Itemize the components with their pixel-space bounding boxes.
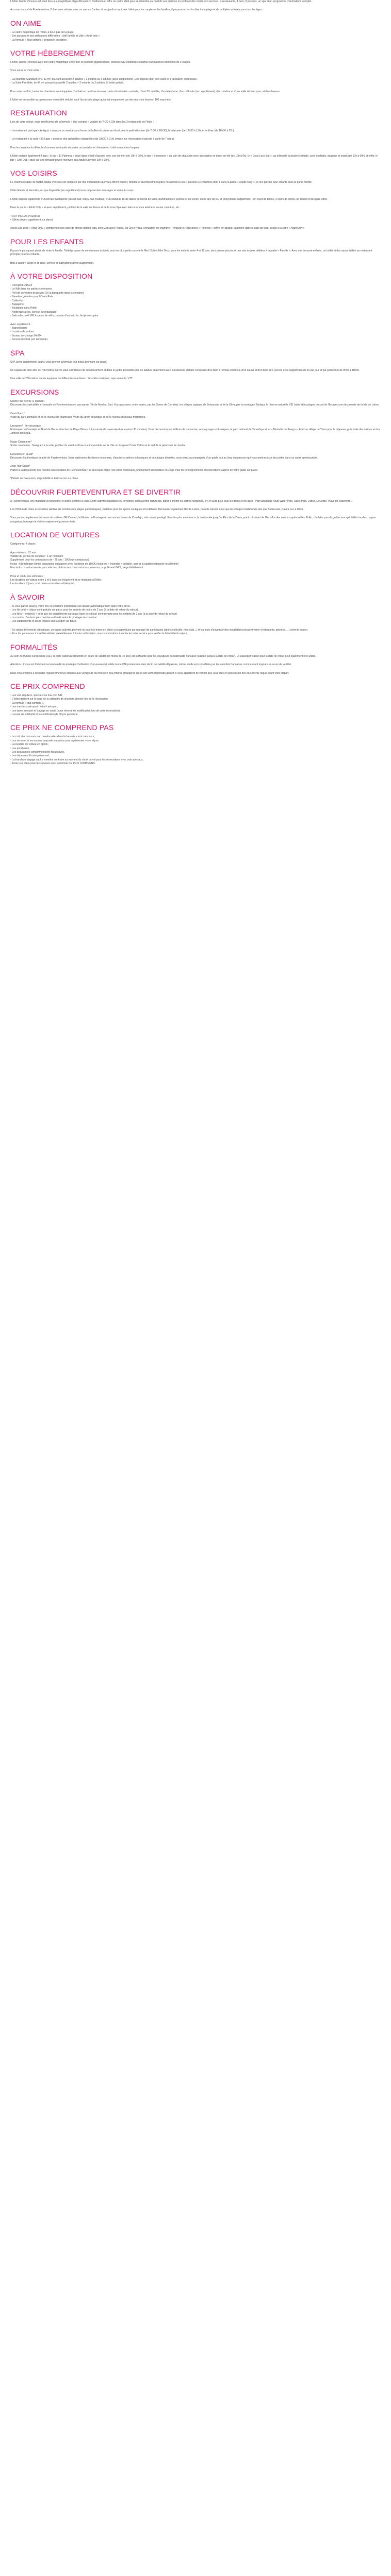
intro-paragraph: L'hôtel Jandia Princess est situé face à la magnifique plage d'Esquinzo Butihondo et offre un cadre idéal pour se détendre au bord de ses piscines en profitant des nombreux services : 4 restaurants, 4 bars, 9 piscines, un spa et un programme d'animations complet.: [10, 0, 312, 3]
section-7: [10, 387, 381, 481]
section-paragraph: Lors de votre séjour, vous bénéficierez de la formule « tout compris » valable de 7h30 à 23h dans les 3 restaurants de l'hôtel :: [10, 121, 154, 124]
section-6: [10, 348, 381, 381]
section-paragraph: À Fuerteventura, une multitude d'excursions et loisirs s'offrent à vous. Entre activités nautiques ou terrestres, découvertes culturelles, parcs à thème ou sorties nocturnes, il y en aura pour tous les goûts et les âges : Parc aquatique Acua Water Park, Oasis Park, Lobos, El Cotillo, Playa de Sotavento...: [10, 499, 353, 503]
section-paragraph: Accès à la zone « Adult Only » comprenant une salle de fitness dédiée, spa, zone Zen avec Pilates, Tai Chi et Yoga. Annulation en chambre : Pringear et « Business » Princess » coffre-fort gratuit, baignoire dans la salle de bain, accès à la zone « Adult Only »: [10, 227, 305, 230]
section-paragraph: Pour votre confort, toutes les chambres sont équipées d'un balcon ou d'une terrasse, de la climatisation centrale, d'une TV satellite, d'un téléphone, d'un coffre-fort (en supplément), d'un minibar et d'une salle de bain avec sèche-cheveux.: [10, 90, 281, 93]
section-paragraph: Grand Tour de l'île (1 journée) Découvrez les spécialités et beautés de Fuerteventura en parcourant l'île de Nord au Sud. Vous passerez, entre autres, par les Dunes de Corralejo, les villages typiques de Betancuria et de la Oliva, par la montagne Tindaya, la réserve naturelle d'El Jable et les plages du sud de l'île avec une découverte de la Isla de Lobos.: [10, 399, 380, 407]
section-13: [10, 723, 381, 766]
section-paragraph: Pour les services du dîner, les hommes sont priés de porter un pantalon et chemise ou t-shirt à manches longues.: [10, 146, 140, 149]
section-title: RESTAURATION: [10, 109, 67, 117]
section-paragraph: Prise et rendu des véhicules : Les locations de voiture entre 1 et 6 jours se récupèrent et se restituent à l'hôtel. Les locations 7 jours, sont prises et rendues à l'aéroport.: [10, 574, 102, 586]
section-title: SPA: [10, 348, 25, 357]
section-5: [10, 272, 381, 342]
section-title: À SAVOIR: [10, 592, 45, 601]
section-paragraph: - Si vous partez seul(e), votre prix en chambre individuelle est calculé automatiquement dans votre devis. - Les lits bébé + séjour sont gratuits sur place pour les enfants de moins de 2 ans (à la date de retour du séjour). - Les lit(s) + enfant(s) + ainsi que les suppléments sur place (taxe de séjour) sont payants pour les enfants de 2 ans (à la date de retour du séjour). - Le nombre d'enfants par chambre est limité selon la typologie de chambre. - Les suppléments et taxes locales sont à régler sur place.: [10, 604, 178, 623]
section-paragraph: Avec supplément : - Blanchisserie - Location de voiture - Bureau de change 24h/24 - Service médical (sur demande): [10, 323, 48, 342]
section-paragraph: Vous aurez le choix entre :: [10, 69, 41, 73]
section-paragraph: - Le restaurant à la carte « El Lago » propose des spécialités espagnoles (de 18h30 à 21h) (entrée sur réservation et payant à partir de 7 jours).: [10, 138, 175, 141]
section-paragraph: Magic Catamaran* Sortie catamaran : Naviguez à la voile, profitez du soleil et d'une vue imprenable sur la côte en longeant Costa Calma et le sud de la péninsule de Jandia.: [10, 440, 186, 448]
section-title: CE PRIX COMPREND: [10, 682, 85, 690]
section-paragraph: L'hôtel dispose également d'un terrain multisports (basket-ball, volley-ball, football), d'un stand de tir, de tables de tennis de table, d'animation en journée et en soirée, d'une aire de jeu et (moyennant supplément) : un court de tennis, 3 cours de tennis, un billard et des jeux vidéo.: [10, 197, 328, 201]
section-0: [10, 19, 381, 42]
section-title: POUR LES ENFANTS: [10, 237, 84, 246]
section-paragraph: SPA (avec supplément) sauf si vous prenez la formule tout inclus premium sur place): [10, 360, 107, 364]
section-8: [10, 487, 381, 524]
section-paragraph: Excursion en Quad* Découvrez l'authentique beauté de Fuerteventura. Vous explorerez des terres inconnues, d'anciens cratères volcaniques et des plages désertes, vous serez accompagnés d'un guide tout au long du parcours qui vous amènera sur des pistes dans un cadre spectaculaire.: [10, 452, 318, 460]
section-paragraph: - En raison d'éléments climatiques, certaines activités peuvent ne pas être mises en place ou suspendues par manque de participants (sports collectifs, mini-club...) et les jours d'ouverture des installations peuvent varier (restaurants, piscines, ...) selon la saison. - Pour les personnes à mobilité réduite, préalablement à toute confirmation, nous vous invitons à contacter notre service pour vérifier la faisabilité du séjour.: [10, 628, 308, 636]
section-title: À VOTRE DISPOSITION: [10, 272, 93, 280]
section-paragraph: Bon à savoir : Siège et lit bébé, service de babysitting (avec supplément).: [10, 261, 94, 265]
section-paragraph: Attention : il vous est fortement recommandé de privilégier l'utilisation d'un passeport valide à une CNI portant une date de fin de validité dépassée, même si elle est considérée par les autorités françaises comme étant toujours en cours de validité.: [10, 663, 292, 667]
section-title: CE PRIX NE COMPREND PAS: [10, 723, 114, 732]
section-11: [10, 642, 381, 675]
section-paragraph: L'hôtel est accessible aux personnes à mobilité réduite, sauf l'accès à la plage qui a fait uniquement par des marches (environ 100 marches).: [10, 98, 172, 102]
section-paragraph: Dans la partie « Adult Only » et avec supplément, profitez de la salle de fitness et de la zone Spa avec bain à remous extérieur, sauna, bain turc, etc.: [10, 206, 181, 210]
section-paragraph: - Le coût des boissons non mentionnées dans la formule « tout compris », - Les services et excursions proposés sur place pour agrémenter votre séjour, - La location de voiture en option, - Les pourboires, - Les assurances complémentaires facultatives, - Les dépenses d'ordre personnel, - La franchise bagage sauf si mention contraire au moment du choix du vol pour les réservations avec vols spéciaux, - Taxes sur place pour les services avec la formule CE PRIX COMPREND.: [10, 735, 143, 766]
section-paragraph: - Réception 24h/24 - Le Wifi dans les parties communes - Prêt de serviettes de piscine (2x la banquette dans la semaine) - Navettes gratuites pour l'Oasis Park - Coffre-fort - Bagagerie - Boutiques dans l'hôtel - Nettoyage à sec, service de repassage - Salon d'accueil VIP, location de vélos, bureau d'accueil Jet, fax/photocopies.: [10, 283, 99, 318]
section-paragraph: L'hôtel Jandia Princess avec son cadre magnifique entre mer et palmiers gigantesques, possède 612 chambres réparties sur plusieurs bâtiments de 3 étages.: [10, 61, 191, 64]
section-paragraph: - La chambre Standard (env. 32 m²) pouvant accueillir 2 adultes + 2 enfants ou 3 adultes (avec supplément). Elle dispose d'un coin salon et d'un balcon ou terrasse. - La Suite Familiale, de 64 m², pouvant accueillir 2 adultes + 2 enfants ou 3 adultes (lit bébé gratuit).: [10, 77, 198, 85]
section-paragraph: - Les vols réguliers, spéciaux ou low cost A/R, - L'hébergement sur la base de la catégorie de chambre choisie lors de la réservation, - La formule « tout compris », - Les transferts aéroport / hôtel / aéroport, - Les taxes aéroport et bagage en soute (sous réserve de modification lors de votre réservation), - La taxe de solidarité et la contribution de 3€ par personne.: [10, 693, 121, 716]
section-paragraph: Au sein de l'Union européenne (UE), la carte nationale d'identité en cours de validité (et moins de 10 ans) est suffisante pour les voyageurs de nationalité française (validité jusqu'à la date de retour). Le passeport valide pour la date de retour peut également être utilisé.: [10, 654, 316, 658]
section-3: [10, 168, 381, 231]
section-title: LOCATION DE VOITURES: [10, 531, 100, 539]
section-paragraph: Et pour le plus grand plaisir de toute la famille, l'hôtel propose de nombreuses activités pour les plus petits comme le Mini Club et Mini Disco pour les enfants entre 4 et 12 ans, ainsi qu'une piscine et une aire de jeux dédiées à la partie « Famille ». Avec une terrasse enfants, un buffet et des repas dédiés au restaurant principal pour les enfants.: [10, 249, 373, 257]
section-4: [10, 237, 381, 265]
section-paragraph: Los 150 km de côtes accessibles abritent de nombreuses plages paradisiaques, parfaites pour les sports nautiques et la détente. Découvrez également l'île de Lobos, paradis naturel, ainsi que les villages traditionnels tels que Betancuria, Pájara ou La Oliva.: [10, 507, 304, 511]
section-paragraph: - Le cadre magnifique de l'hôtel, à deux pas de la plage. - Ses piscines et ses ambiances différentes : côté famille et côté « Adult only ». - La formule « Tout compris » proposée en option.: [10, 30, 101, 42]
intro-paragraph: Au cœur du sud de Fuerteventura, l'hôtel vous séduira avec sa vue sur l'océan et ses jardins tropicaux. Idéal pour les couples et les familles, il propose un accès direct à la plage et de multiples activités pour tous les âges.: [10, 8, 263, 12]
section-12: [10, 682, 381, 717]
section-2: [10, 108, 381, 162]
section-9: [10, 530, 381, 586]
section-paragraph: Côté détente et bien-être, un spa disponible (en supplément) vous propose des massages et soins du corps.: [10, 189, 135, 193]
section-paragraph: Oasis Parc * Visite du parc animalier et de la réserve de chameaux. Visite du jardin botanique et de la réserve d'oiseaux migrateurs.: [10, 412, 146, 419]
section-paragraph: Nous vous invitons à consulter régulièrement les conseils aux voyageurs du ministère des Affaires étrangères sur le site www.diplomatie.gouv.fr. Il vous appartient de vérifier que vous êtes en possession des documents requis avant votre départ.: [10, 671, 289, 675]
section-title: FORMALITÉS: [10, 642, 58, 651]
section-paragraph: TOUT INCLUS PREMIUM • Sillons (Avec supplément sur place): [10, 214, 53, 222]
section-paragraph: Vous pourrez également découvrir les salines d'El Carmen, le Musée du Fromage ou encore les dunes de Corralejo, site naturel protégé. Pour les plus aventureux, la randonnée jusqu'au Pico de la Zarza, point culminant de l'île, offre des vues exceptionnelles. Enfin, n'oubliez pas de goûter aux spécialités locales : papas arrugadas, fromage de chèvre majorero et poissons frais.: [10, 516, 377, 523]
section-paragraph: L'hôtel compte également 4 bars : le bar « El Palmeral » situé dans le hall d'accueil avec vue sur mer (de 10h à 00h), le bar « Botonuevo » au coin de chaussée avec spectacles en direct en été (de 10h à 0h), le « Coco Loco Bar », au milieu de la piscine centrale, avec cocktails, musique et snack (de 17h à 00h) et enfin, le bar « Chill Out » situé sur une terrasse privée réservée aux Adults Only (de 10h à 18h).: [10, 155, 379, 162]
section-paragraph: Une salle de 200 mètres carrés équipées de différentes machines : des vélos statiques, tapis roulants, VTT...: [10, 377, 135, 381]
section-10: [10, 592, 381, 636]
section-paragraph: *Détails de l'excursion, disponibilité et tarifs à voir sur place.: [10, 477, 79, 481]
section-title: DÉCOUVRIR FUERTEVENTURA ET SE DIVERTIR: [10, 487, 181, 496]
section-1: [10, 48, 381, 102]
section-paragraph: Le charmant cadre de l'hôtel Jandia Princess est complété par des installations qui vous offrent confort, détente et divertissement grâce notamment à ses 4 piscines (3 chauffées dont 1 dans la partie « Adults Only ») et une piscine pour enfants dans la partie famille.: [10, 180, 313, 184]
section-title: EXCURSIONS: [10, 387, 59, 396]
section-title: VOTRE HÉBERGEMENT: [10, 49, 95, 58]
section-title: ON AIME: [10, 19, 41, 27]
section-paragraph: Jeep Tour Safari* Partez à la découverte des recoins inaccessibles de Fuerteventura : sa plus belle plage, ses côtes rocheuses, uniquement accessibles en Jeep. Plus de renseignements et réservations auprès de votre guide sur place.: [10, 465, 258, 472]
section-paragraph: - Le restaurant principal « Antigua » propose un service sous forme de buffet et cuisine en direct pour le petit-déjeuner (de 7h30 à 10h30), le déjeuner (de 12h30 à 15h) et le dîner (de 18h30 à 22h).: [10, 129, 235, 132]
section-paragraph: Lanzarote* : île volcanique Embarquez à Corralejo au Nord de l'île en direction de Playa Blanca à Lanzarote (la traversée dure environ 30 minutes). Vous découvrirez les édifices de Lanzarote, ses paysages volcaniques, le parc national de Timanfaya et sa « Montaña del Fuego ». Arrêt au village de Yaiza pour le déjeuner, puis visite des salines et des Jameos del Agua.: [10, 424, 380, 435]
section-paragraph: Un espace de bien-être de 700 mètres carrés situé à l'intérieur de l'établissement et dans le jardin accessible par les adultes seulement avec la brasserie gratuite composée d'un bain à remous extérieur, d'un sauna et d'un bain turc. (Accès avec supplément de 16 par jour et par personne) de 9h30 à 18h00.: [10, 369, 360, 372]
document: [0, 0, 391, 766]
section-paragraph: Âge minimum : 21 ans Validité du permis de conduire : 1 an minimum Supplément pour les conducteurs de - 25 ans : 10€/jour (conducteur) Inclus : Kilométrage illimité, Assurance obligatoire avec franchise de 1500€ (inclut vol + incendie + collision, sauf si la caution est payée localement) Non inclus : caution versée par carte de crédit au nom du conducteur, essence, supplément GPS, siège bébé/enfant.: [10, 551, 179, 570]
section-paragraph: Catégorie A : 4 places: [10, 543, 36, 546]
section-title: VOS LOISIRS: [10, 168, 57, 177]
